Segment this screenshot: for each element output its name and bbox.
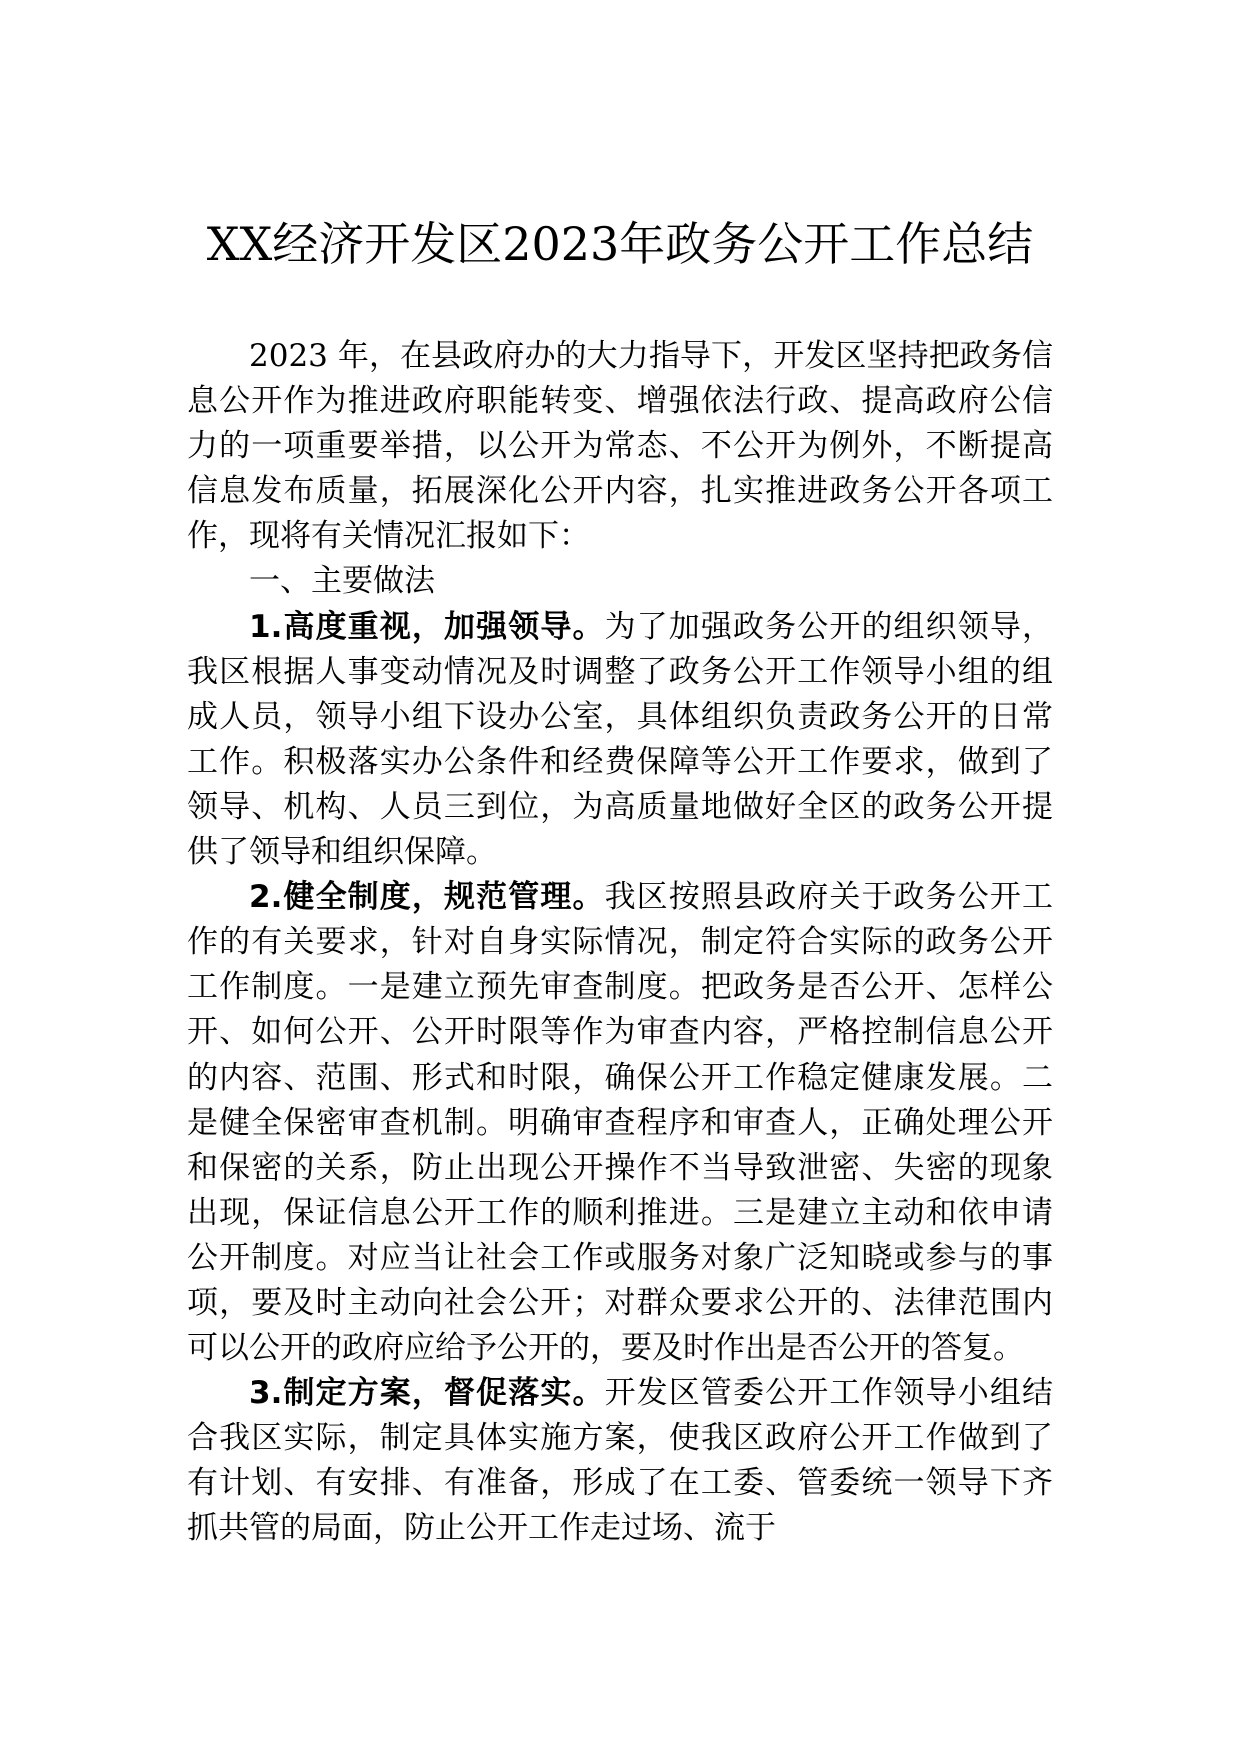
item-paragraph-3 (187, 1371, 1053, 1551)
document-title: XX经济开发区2023年政务公开工作总结 (206, 217, 1034, 271)
document-body (187, 334, 1053, 1552)
item-paragraph-2 (187, 875, 1053, 1371)
section-heading: 一、主要做法 (249, 563, 435, 600)
item-paragraph-1 (187, 605, 1053, 876)
item-text-2: 我区按照县政府关于政务公开工作的有关要求，针对自身实际情况，制定符合实际的政务公开工作制度。一是建立预先审查制度。把政务是否公开、怎样公开、如何公开、公开时限等作为审查内容，严格控制信息公开的内容、范围、形式和时限，确保公开工作稳定健康发展。二是健全保密审查机制。明确审查程序和审查人，正确处理公开和保密的关系，防止出现公开操作不当导致泄密、失密的现象出现，保证信息公开工作的顺利推进。三是建立主动和依申请公开制度。对应当让社会工作或服务对象广泛知晓或参与的事项，要及时主动向社会公开；对群众要求公开的、法律范围内可以公开的政府应给予公开的，要及时作出是否公开的答复。 (187, 879, 1053, 1367)
item-lead-1: 1.高度重视，加强领导。 (249, 608, 605, 645)
intro-paragraph (187, 334, 1053, 559)
intro-year: 2023 (249, 338, 328, 374)
item-text-3: 开发区管委公开工作领导小组结合我区实际，制定具体实施方案，使我区政府公开工作做到了有计划、有安排、有准备，形成了在工委、管委统一领导下齐抓共管的局面，防止公开工作走过场、流于 (187, 1375, 1053, 1547)
item-lead-3: 3.制定方案，督促落实。 (249, 1375, 605, 1412)
item-text-1: 为了加强政务公开的组织领导，我区根据人事变动情况及时调整了政务公开工作领导小组的组成人员，领导小组下设办公室，具体组织负责政务公开的日常工作。积极落实办公条件和经费保障等公开工作要求，做到了领导、机构、人员三到位，为高质量地做好全区的政务公开提供了领导和组织保障。 (187, 608, 1053, 871)
item-lead-2: 2.健全制度，规范管理。 (249, 879, 605, 916)
intro-text: 年，在县政府办的大力指导下，开发区坚持把政务信息公开作为推进政府职能转变、增强依法行政、提高政府公信力的一项重要举措，以公开为常态、不公开为例外，不断提高信息发布质量，拓展深化公开内容，扎实推进政务公开各项工作，现将有关情况汇报如下： (187, 338, 1053, 555)
